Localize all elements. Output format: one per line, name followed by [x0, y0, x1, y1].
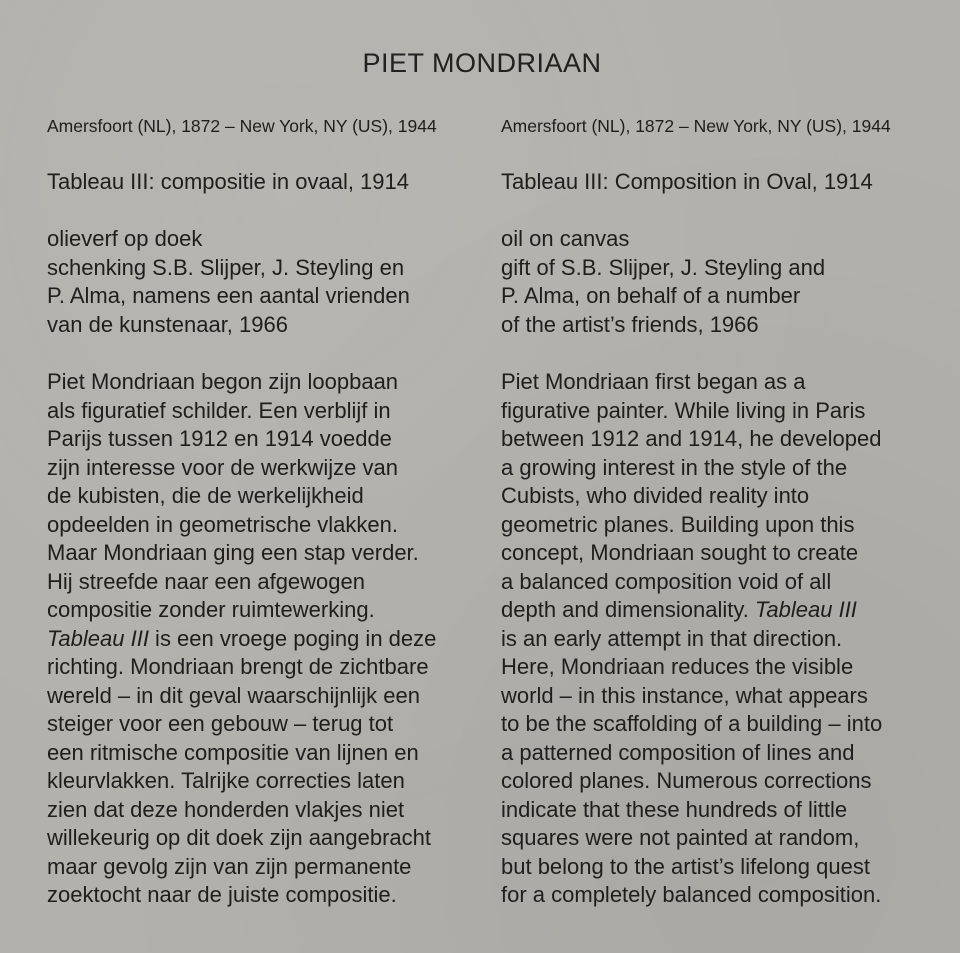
artist-origin-nl: Amersfoort (NL), 1872 – New York, NY (US), 1944	[47, 116, 437, 136]
description-line: een ritmische compositie van lijnen en	[47, 739, 419, 765]
description-line: richting. Mondriaan brengt de zichtbare	[47, 654, 429, 679]
description-line: Maar Mondriaan ging een stap verder.	[47, 540, 419, 565]
description-line: als figuratief schilder. Een verblijf in	[47, 397, 391, 423]
credit-line-en	[501, 225, 825, 340]
artwork-title-italic: Tableau III	[754, 597, 857, 622]
credit-text: P. Alma, on behalf of a number	[501, 283, 801, 309]
description-line	[501, 596, 882, 625]
description-line: between 1912 and 1914, he developed	[501, 426, 882, 451]
credit-text: schenking S.B. Slijper, J. Steyling en	[47, 254, 405, 280]
description-line: to be the scaffolding of a building – into	[501, 711, 883, 736]
description-line: zien dat deze honderden vlakjes niet	[47, 796, 405, 822]
description-line: a patterned composition of lines and	[501, 739, 855, 765]
description-en	[501, 368, 882, 910]
description-line: a growing interest in the style of the	[501, 454, 848, 480]
credit-line-nl	[47, 225, 410, 340]
description-line: willekeurig op dit doek zijn aangebracht	[47, 825, 432, 850]
description-line: but belong to the artist’s lifelong quest	[501, 853, 870, 879]
description-line: a balanced composition void of all	[501, 568, 832, 594]
description-nl	[47, 368, 436, 910]
description-fragment: depth and dimensionality.	[501, 597, 755, 622]
description-line: zijn interesse voor de werkwijze van	[47, 454, 398, 480]
artist-title: PIET MONDRIAAN	[362, 48, 602, 78]
credit-text: olieverf op doek	[47, 226, 203, 251]
description-line: Cubists, who divided reality into	[501, 483, 810, 508]
description-line: Piet Mondriaan begon zijn loopbaan	[47, 369, 399, 394]
credit-text: of the artist’s friends, 1966	[501, 312, 759, 338]
description-line: for a completely balanced composition.	[501, 882, 882, 907]
credit-text: van de kunstenaar, 1966	[47, 312, 288, 338]
description-line: Here, Mondriaan reduces the visible	[501, 654, 854, 679]
dutch-column	[47, 114, 487, 907]
description-line: concept, Mondriaan sought to create	[501, 540, 859, 565]
english-column	[501, 114, 941, 907]
description-line: zoektocht naar de juiste compositie.	[47, 882, 397, 907]
description-line: maar gevolg zijn van zijn permanente	[47, 853, 412, 879]
description-line: steiger voor een gebouw – terug tot	[47, 711, 394, 736]
description-line: colored planes. Numerous corrections	[501, 768, 872, 793]
description-line: squares were not painted at random,	[501, 825, 860, 850]
description-line: figurative painter. While living in Paris	[501, 397, 866, 423]
description-line: geometric planes. Building upon this	[501, 511, 855, 537]
description-line: de kubisten, die de werkelijkheid	[47, 483, 364, 508]
description-line: wereld – in dit geval waarschijnlijk een	[47, 682, 420, 708]
description-line: Hij streefde naar een afgewogen	[47, 568, 365, 594]
credit-text: oil on canvas	[501, 226, 630, 251]
credit-text: gift of S.B. Slijper, J. Steyling and	[501, 254, 826, 280]
work-title-en: Tableau III: Composition in Oval, 1914	[501, 169, 873, 194]
description-line: compositie zonder ruimtewerking.	[47, 597, 375, 622]
credit-text: P. Alma, namens een aantal vrienden	[47, 283, 410, 309]
description-line: kleurvlakken. Talrijke correcties laten	[47, 768, 405, 793]
work-title-nl: Tableau III: compositie in ovaal, 1914	[47, 169, 410, 194]
description-line: Piet Mondriaan first began as a	[501, 369, 806, 394]
description-line: world – in this instance, what appears	[501, 682, 868, 708]
description-line: is an early attempt in that direction.	[501, 625, 843, 651]
description-fragment: is een vroege poging in deze	[148, 625, 437, 651]
description-line: Parijs tussen 1912 en 1914 voedde	[47, 426, 392, 451]
artwork-title-italic: Tableau III	[47, 625, 149, 651]
artist-origin-en: Amersfoort (NL), 1872 – New York, NY (US), 1944	[501, 116, 891, 136]
description-line: opdeelden in geometrische vlakken.	[47, 511, 399, 537]
description-line: indicate that these hundreds of little	[501, 796, 848, 822]
description-line	[47, 625, 436, 654]
